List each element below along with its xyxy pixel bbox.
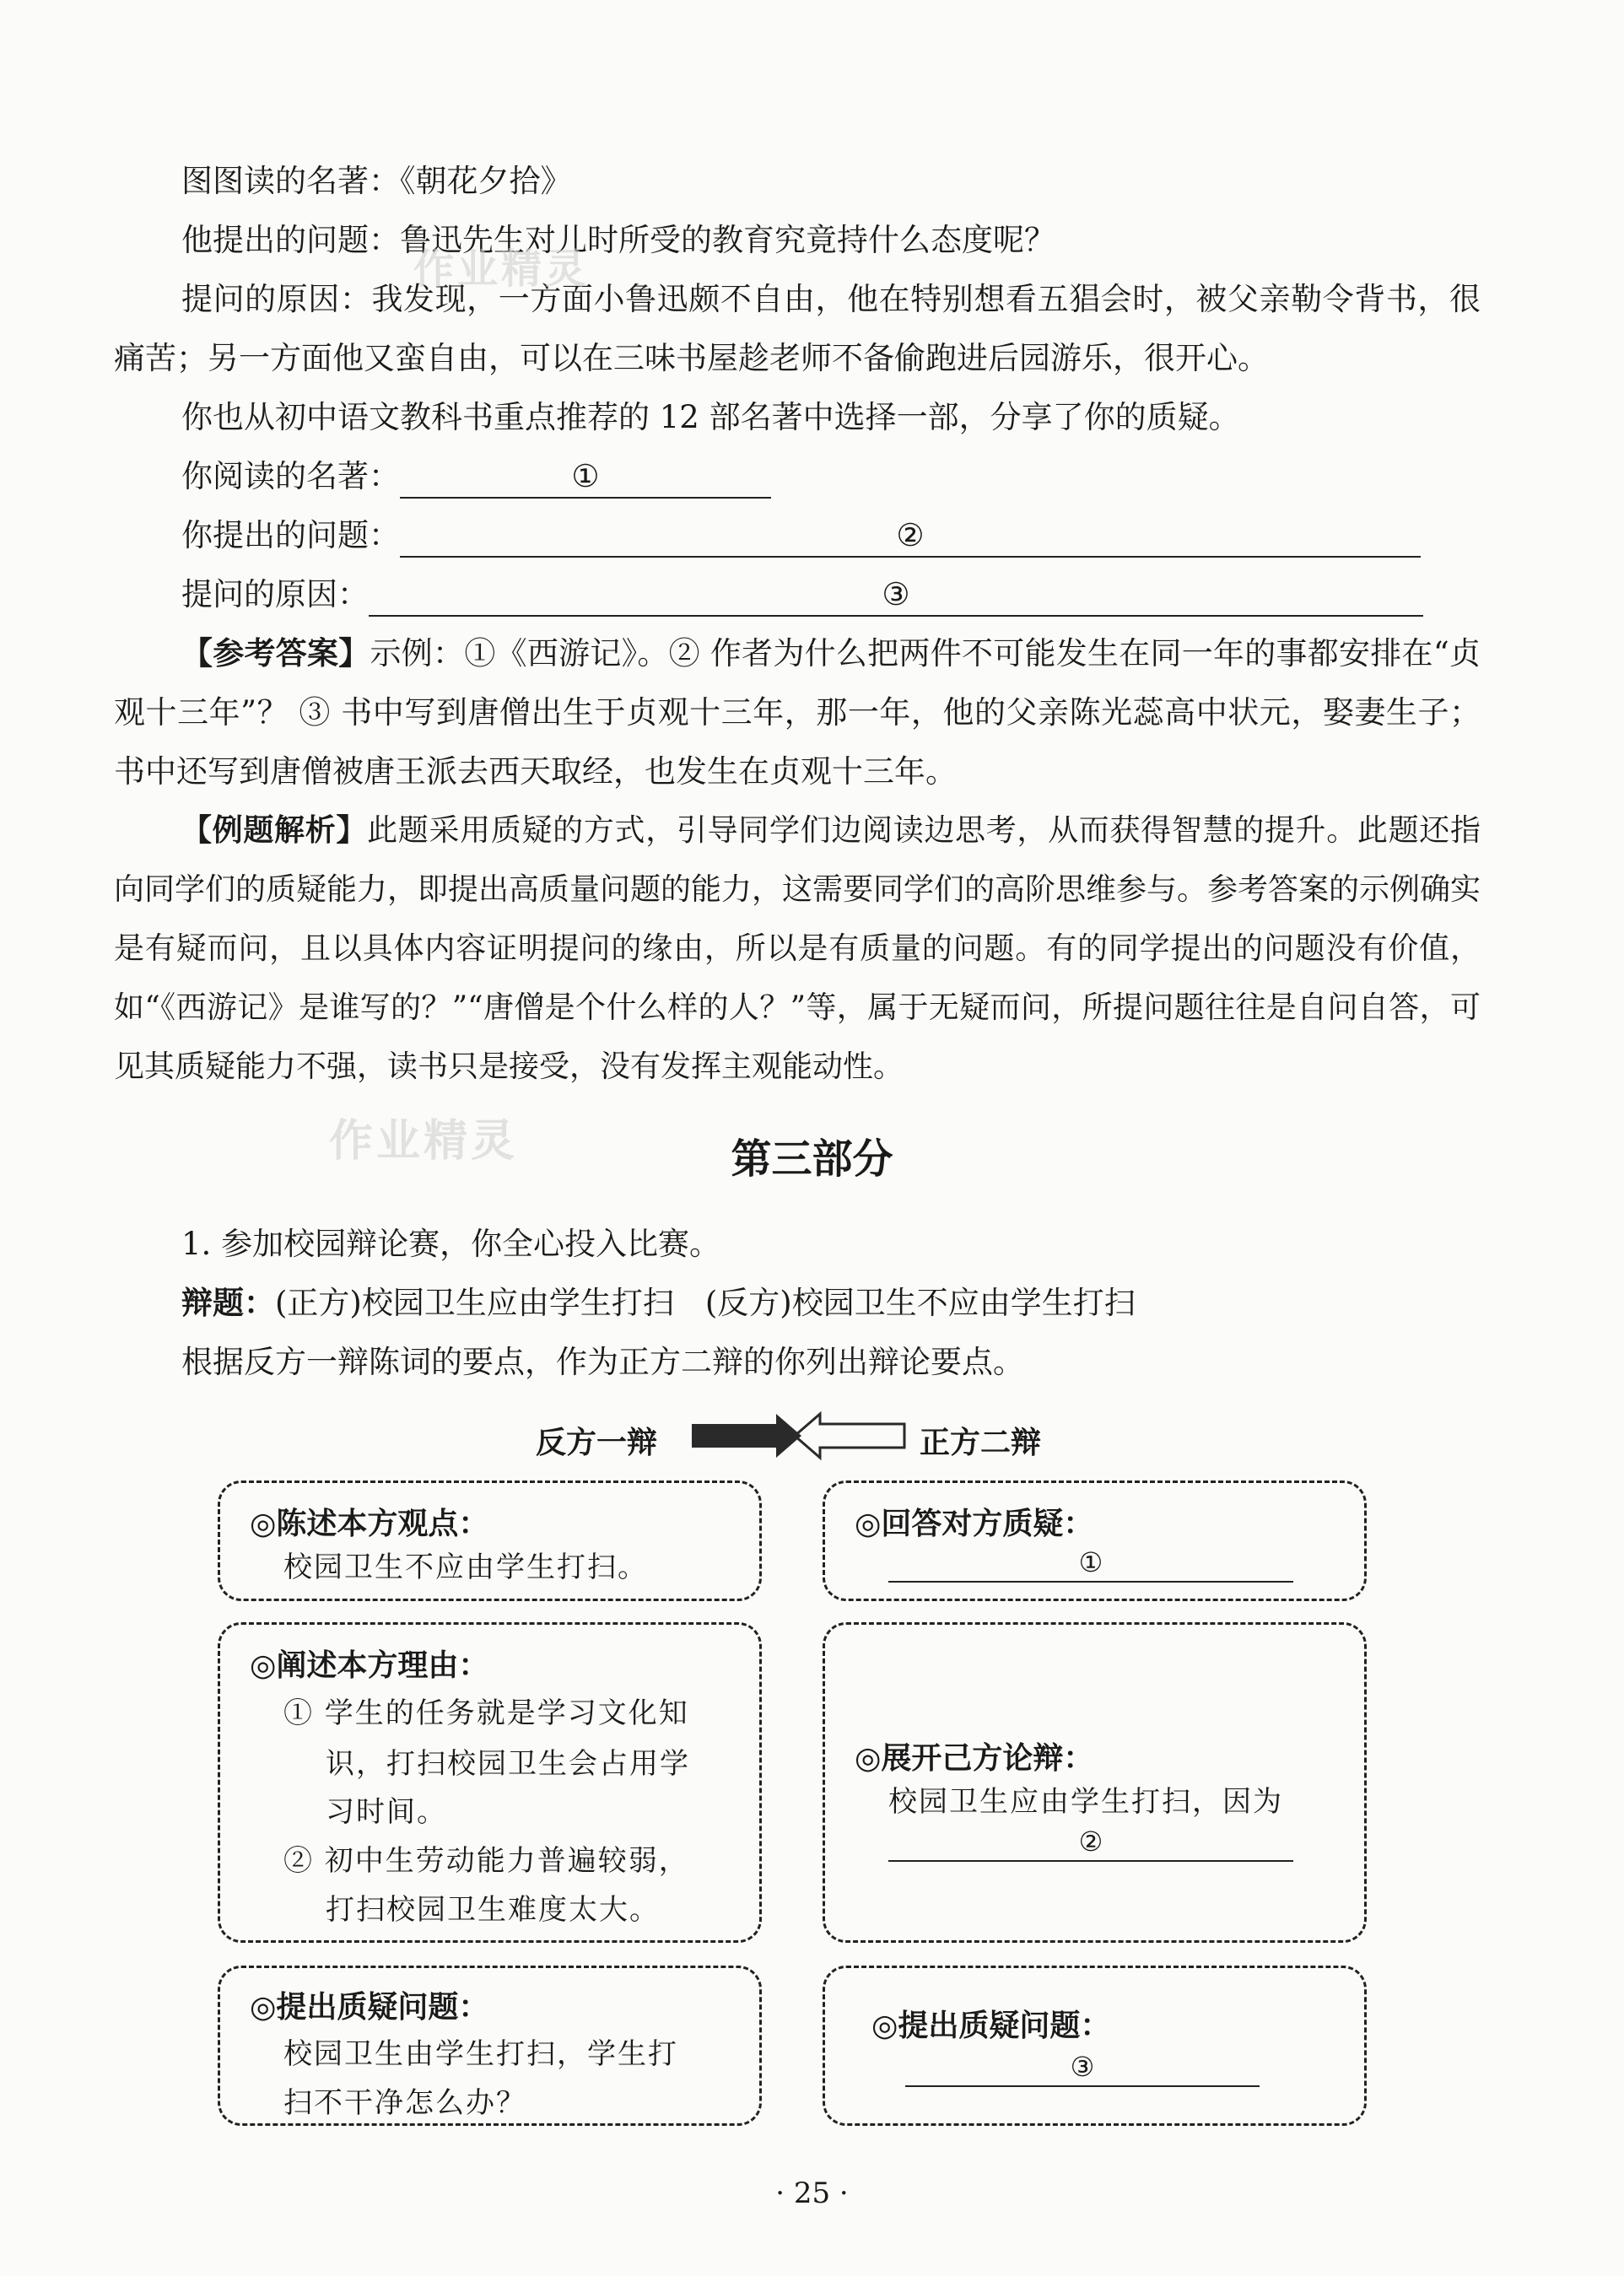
right-box-3-blank[interactable]: ③: [905, 2048, 1260, 2087]
right-box-2-text: 校园卫生应由学生打扫，因为: [888, 1785, 1283, 1819]
blank-mark-3: ③: [882, 576, 910, 612]
answer-label: 【参考答案】: [181, 635, 370, 671]
left-box-question: [218, 1966, 762, 2126]
right-head-label: 正方二辩: [920, 1426, 1042, 1460]
topic-label: 辩题：: [181, 1285, 275, 1321]
book-line: 图图读的名著：《朝花夕拾》: [181, 163, 572, 199]
fill-reason-blank[interactable]: [369, 574, 1423, 617]
right-box-argument: [823, 1622, 1367, 1943]
page-number: · 25 ·: [775, 2176, 849, 2210]
topic-text: (正方)校园卫生应由学生打扫 (反方)校园卫生不应由学生打扫: [275, 1285, 1136, 1321]
left-box-2-title: ◎阐述本方理由：: [250, 1648, 489, 1683]
left-box-reasons: [218, 1622, 762, 1943]
right-box-1-title: ◎回答对方质疑：: [855, 1507, 1094, 1541]
analysis-label: 【例题解析】: [181, 813, 368, 848]
task-line: 你也从初中语文教科书重点推荐的 12 部名著中选择一部，分享了你的质疑。: [181, 399, 1240, 435]
left-box-1-line: 校园卫生不应由学生打扫。: [283, 1551, 648, 1584]
fill-reason-label: 提问的原因：: [181, 576, 369, 612]
reason-2-line-a: ② 初中生劳动能力普遍较弱，: [283, 1844, 689, 1878]
fill-reason-row: [181, 565, 1423, 624]
q1-stem: 1. 参加校园辩论赛，你全心投入比赛。: [181, 1226, 721, 1262]
right-box-2-title: ◎展开己方论辩：: [855, 1741, 1094, 1776]
fill-question-row: [181, 506, 1421, 565]
watermark-mid: 作业精灵: [329, 1116, 519, 1167]
q1-topic: [181, 1274, 1136, 1333]
reason-1-line-b: 识，打扫校园卫生会占用学: [326, 1747, 690, 1781]
outline-left-arrow-icon: [795, 1414, 904, 1458]
example-analysis: [114, 801, 1481, 1097]
answer-text: 示例：①《西游记》。② 作者为什么把两件不可能发生在同一年的事都安排在“贞观十三年”？ ③ 书中写到唐僧出生于贞观十三年，那一年，他的父亲陈光蕊高中状元，娶妻生子；书中还写到唐僧被唐王派去西天取经，也发生在贞观十三年。: [114, 635, 1481, 790]
section-title: 第三部分: [731, 1135, 893, 1183]
fill-book-blank[interactable]: [400, 456, 771, 499]
arrows-graphic: [692, 1410, 911, 1461]
fill-book-label: 你阅读的名著：: [181, 458, 400, 494]
watermark-top: 作业精灵: [413, 245, 590, 293]
reason-1-line-c: 习时间。: [326, 1795, 447, 1829]
solid-right-arrow-icon: [692, 1414, 801, 1458]
left-box-1-title: ◎陈述本方观点：: [250, 1507, 489, 1541]
right-box-1-blank[interactable]: ①: [888, 1544, 1293, 1583]
blank-mark-2: ②: [896, 517, 925, 553]
reference-answer: [114, 624, 1481, 801]
right-box-2-blank[interactable]: ②: [888, 1823, 1293, 1862]
reason-1-line-a: ① 学生的任务就是学习文化知: [283, 1696, 689, 1730]
left-box-3-line-a: 校园卫生由学生打扫，学生打: [283, 2037, 678, 2071]
reason-2-line-b: 打扫校园卫生难度太大。: [326, 1893, 660, 1927]
q1-instruction: 根据反方一辩陈词的要点，作为正方二辩的你列出辩论要点。: [181, 1344, 1024, 1380]
fill-book-row: [181, 447, 771, 506]
left-head-label: 反方一辩: [536, 1426, 658, 1460]
fill-question-label: 你提出的问题：: [181, 517, 400, 553]
fill-question-blank[interactable]: [400, 515, 1421, 558]
question-line: 他提出的问题：鲁迅先生对儿时所受的教育究竟持什么态度呢？: [181, 222, 1055, 258]
left-box-3-title: ◎提出质疑问题：: [250, 1990, 489, 2025]
right-box-question: [823, 1966, 1367, 2126]
left-box-3-line-b: 扫不干净怎么办？: [283, 2086, 526, 2120]
reason-paragraph: 提问的原因：我发现，一方面小鲁迅颇不自由，他在特别想看五猖会时，被父亲勒令背书，很痛苦；另一方面他又蛮自由，可以在三味书屋趁老师不备偷跑进后园游乐，很开心。: [114, 281, 1481, 376]
left-box-viewpoint: [218, 1480, 762, 1601]
analysis-text: 此题采用质疑的方式，引导同学们边阅读边思考，从而获得智慧的提升。此题还指向同学们的质疑能力，即提出高质量问题的能力，这需要同学们的高阶思维参与。参考答案的示例确实是有疑而问，且以具体内容证明提问的缘由，所以是有质量的问题。有的同学提出的问题没有价值，如“《西游记》是谁写的？”“唐僧是个什么样的人？”等，属于无疑而问，所提问题往往是自问自答，可见其质疑能力不强，读书只是接受，没有发挥主观能动性。: [114, 813, 1481, 1084]
right-box-answer: [823, 1480, 1367, 1601]
right-box-3-title: ◎提出质疑问题：: [871, 2009, 1111, 2043]
blank-mark-1: ①: [571, 458, 600, 494]
